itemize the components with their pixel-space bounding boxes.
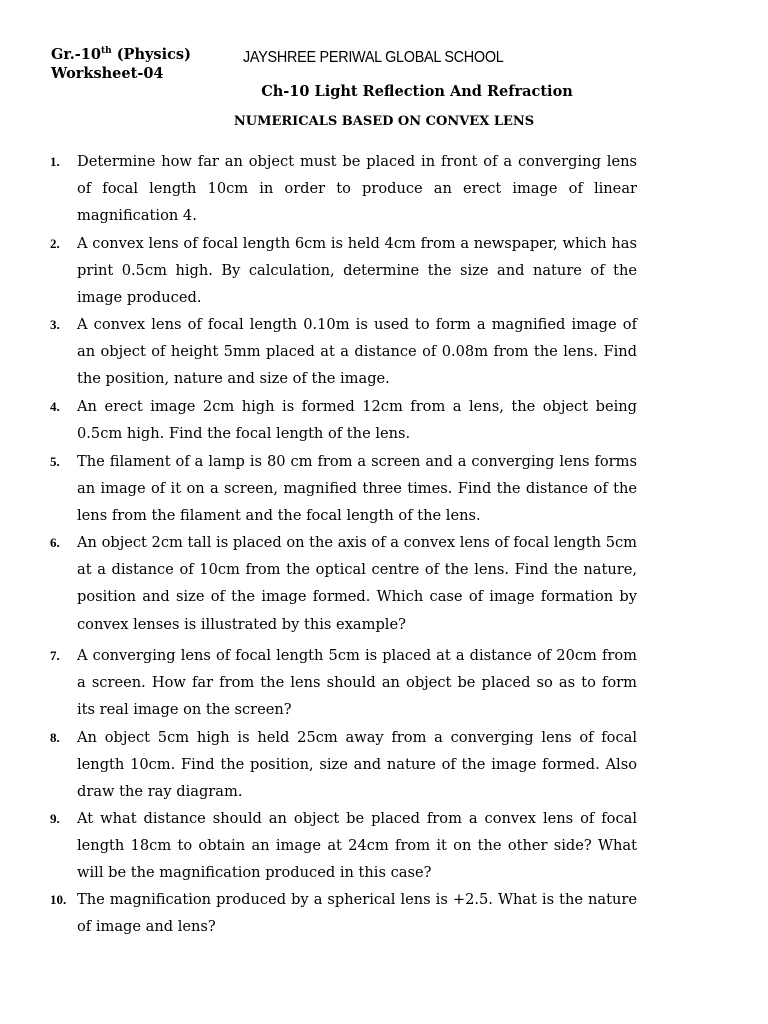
question-text: An object 2cm tall is placed on the axis of a convex lens of focal length 5cm at a distance of 10cm from the optical centre of the lens. Find the nature, position and size of the image formed. Which case of image formation by convex lenses is illustrated by this example?: [77, 534, 637, 633]
question-number: 9.: [50, 811, 60, 826]
question-item: [50, 529, 637, 638]
question-item: [50, 393, 637, 447]
question-text: The magnification produced by a spherical lens is +2.5. What is the nature of image and lens?: [77, 891, 637, 936]
question-item: [50, 724, 637, 806]
question-item: [50, 148, 637, 230]
question-number: 3.: [50, 317, 60, 332]
question-text: A converging lens of focal length 5cm is placed at a distance of 20cm from a screen. How far from the lens should an object be placed so as to form its real image on the screen?: [77, 647, 637, 719]
question-number: 4.: [50, 399, 60, 414]
question-text: A convex lens of focal length 6cm is held 4cm from a newspaper, which has print 0.5cm high. By calculation, determine the size and nature of the image produced.: [77, 235, 637, 307]
question-number: 10.: [50, 892, 67, 907]
question-item: [50, 448, 637, 530]
question-number: 6.: [50, 535, 60, 550]
section-subtitle: NUMERICALS BASED ON CONVEX LENS: [233, 114, 535, 129]
question-text: An erect image 2cm high is formed 12cm from a lens, the object being 0.5cm high. Find the focal length of the lens.: [77, 398, 637, 443]
question-item: [50, 886, 637, 940]
chapter-title: Ch-10 Light Reflection And Refraction: [261, 83, 573, 100]
question-number: 7.: [50, 648, 60, 663]
question-text: The filament of a lamp is 80 cm from a screen and a converging lens forms an image of it on a screen, magnified three times. Find the distance of the lens from the filament and the focal length of the lens.: [77, 453, 637, 525]
question-number: 2.: [50, 236, 60, 251]
grade-label: [51, 46, 191, 64]
question-text: A convex lens of focal length 0.10m is used to form a magnified image of an object of height 5mm placed at a distance of 0.08m from the lens. Find the position, nature and size of the image.: [77, 316, 637, 388]
question-item: [50, 642, 637, 724]
question-text: At what distance should an object be placed from a convex lens of focal length 18cm to obtain an image at 24cm from it on the other side? What will be the magnification produced in this case?: [77, 810, 637, 882]
grade-prefix: Gr.-10: [51, 46, 101, 63]
worksheet-number: Worksheet-04: [51, 65, 164, 82]
question-number: 5.: [50, 454, 60, 469]
grade-subject: (Physics): [111, 46, 191, 63]
question-number: 1.: [50, 154, 60, 169]
question-text: An object 5cm high is held 25cm away from a converging lens of focal length 10cm. Find the position, size and nature of the image formed. Also draw the ray diagram.: [77, 729, 637, 801]
question-item: [50, 311, 637, 393]
question-number: 8.: [50, 730, 60, 745]
question-item: [50, 230, 637, 312]
question-item: [50, 805, 637, 887]
question-text: Determine how far an object must be placed in front of a converging lens of focal length 10cm in order to produce an erect image of linear magnification 4.: [77, 153, 637, 225]
school-name: JAYSHREE PERIWAL GLOBAL SCHOOL: [243, 49, 504, 66]
grade-superscript: th: [100, 46, 112, 57]
